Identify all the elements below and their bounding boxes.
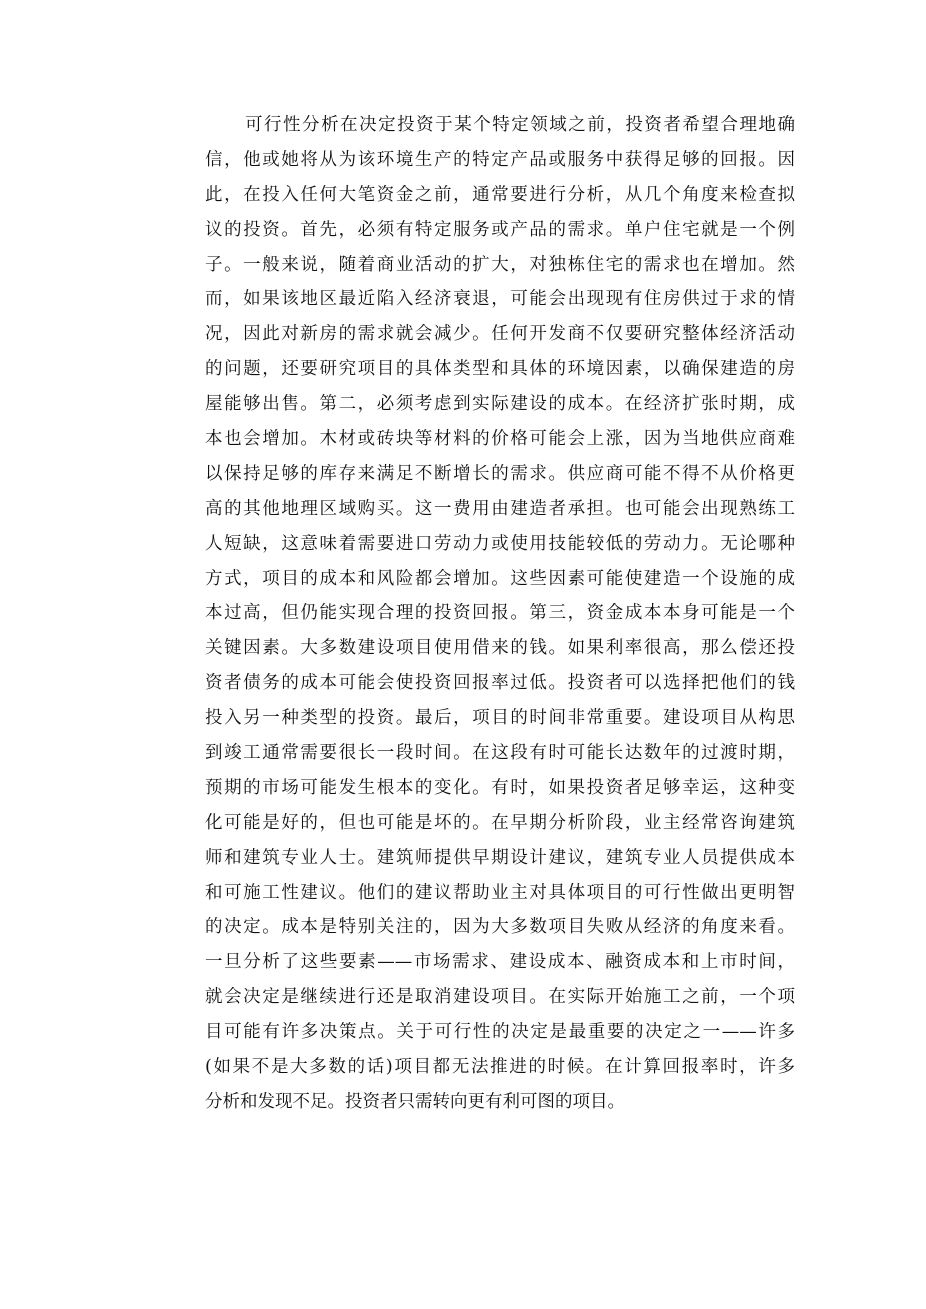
text-line: 师和建筑专业人士。建筑师提供早期设计建议，建筑专业人员提供成本 (205, 847, 795, 868)
text-line: 此，在投入任何大笔资金之前，通常要进行分析，从几个角度来检查拟 (205, 184, 795, 205)
text-line: 方式，项目的成本和风险都会增加。这些因素可能使建造一个设施的成 (205, 568, 795, 589)
text-line: 况，因此对新房的需求就会减少。任何开发商不仅要研究整体经济活动 (205, 324, 795, 345)
text-line: 子。一般来说，随着商业活动的扩大，对独栋住宅的需求也在增加。然 (205, 254, 795, 275)
text-line: 信，他或她将从为该环境生产的特定产品或服务中获得足够的回报。因 (205, 149, 795, 170)
text-line: 目可能有许多决策点。关于可行性的决定是最重要的决定之一——许多 (205, 1022, 795, 1043)
text-line: 就会决定是继续进行还是取消建设项目。在实际开始施工之前，一个项 (205, 987, 795, 1008)
text-line: 和可施工性建议。他们的建议帮助业主对具体项目的可行性做出更明智 (205, 882, 795, 903)
text-line: 资者债务的成本可能会使投资回报率过低。投资者可以选择把他们的钱 (205, 673, 795, 694)
text-line: 人短缺，这意味着需要进口劳动力或使用技能较低的劳动力。无论哪种 (205, 533, 795, 554)
text-line: 到竣工通常需要很长一段时间。在这段有时可能长达数年的过渡时期， (205, 743, 795, 764)
text-line: 而，如果该地区最近陷入经济衰退，可能会出现现有住房供过于求的情 (205, 289, 795, 310)
text-line: 的问题，还要研究项目的具体类型和具体的环境因素，以确保建造的房 (205, 359, 795, 380)
text-line: 屋能够出售。第二，必须考虑到实际建设的成本。在经济扩张时期，成 (205, 394, 795, 415)
text-line: 化可能是好的，但也可能是坏的。在早期分析阶段，业主经常咨询建筑 (205, 812, 795, 833)
text-line: 可行性分析在决定投资于某个特定领域之前，投资者希望合理地确 (245, 115, 795, 135)
text-line: 预期的市场可能发生根本的变化。有时，如果投资者足够幸运，这种变 (205, 777, 795, 798)
text-line: (如果不是大多数的话)项目都无法推进的时候。在计算回报率时，许多 (205, 1057, 795, 1078)
text-line: 一旦分析了这些要素——市场需求、建设成本、融资成本和上市时间， (205, 952, 795, 973)
text-line: 议的投资。首先，必须有特定服务或产品的需求。单户住宅就是一个例 (205, 219, 795, 240)
text-line: 本过高，但仍能实现合理的投资回报。第三，资金成本本身可能是一个 (205, 603, 795, 624)
text-line: 投入另一种类型的投资。最后，项目的时间非常重要。建设项目从构思 (205, 708, 795, 729)
text-line: 关键因素。大多数建设项目使用借来的钱。如果利率很高，那么偿还投 (205, 638, 795, 659)
text-line: 分析和发现不足。投资者只需转向更有利可图的项目。 (205, 1091, 625, 1112)
text-line: 本也会增加。木材或砖块等材料的价格可能会上涨，因为当地供应商难 (205, 429, 795, 450)
text-line: 以保持足够的库存来满足不断增长的需求。供应商可能不得不从价格更 (205, 463, 795, 484)
text-line: 的决定。成本是特别关注的，因为大多数项目失败从经济的角度来看。 (205, 917, 795, 938)
body-paragraph (205, 108, 795, 1120)
text-line: 高的其他地理区域购买。这一费用由建造者承担。也可能会出现熟练工 (205, 498, 795, 519)
